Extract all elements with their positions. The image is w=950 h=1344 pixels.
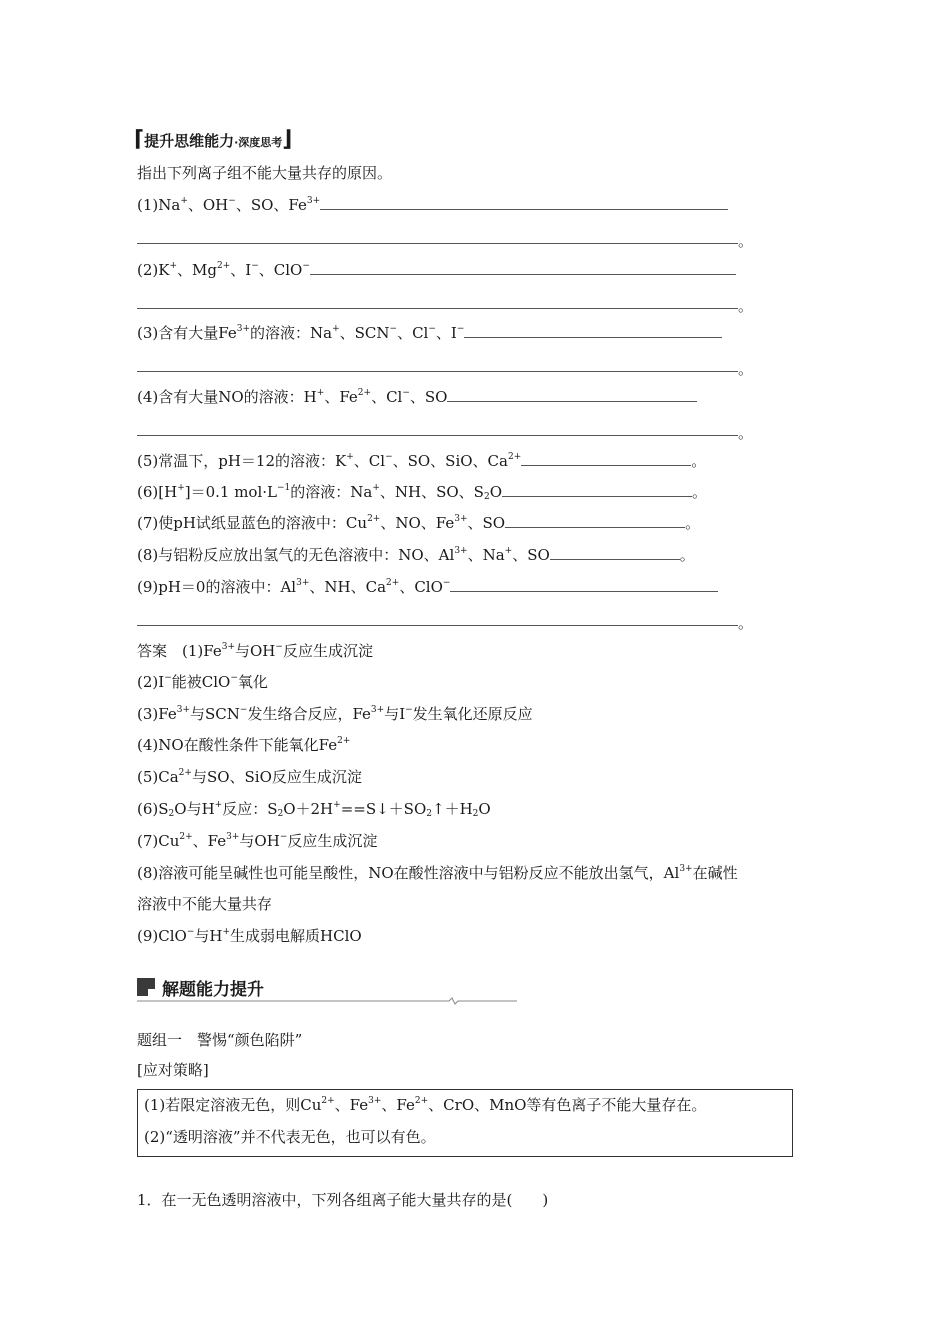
strategy-1: (1)若限定溶液无色，则$Cu^{2+}$、$Fe^{3+}$、$Fe^{2+}$、CrO、MnO等有色离子不能大量存在。 — [144, 1096, 707, 1114]
answer-3: $(3)Fe^{3+}$与SCN−发生络合反应，$Fe^{3+}$与I−发生氧化还原反应 — [137, 705, 533, 723]
answer-blank-line[interactable] — [137, 434, 738, 436]
question-4: (4)含有大量NO的溶液：H+、$Fe^{2+}$、Cl−、SO — [137, 387, 697, 407]
end-mark: 。 — [738, 360, 754, 378]
answer-blank[interactable] — [320, 195, 728, 210]
question-1-mcq: 1．在一无色透明溶液中，下列各组离子能大量共存的是( ) — [137, 1191, 549, 1209]
left-bracket-icon: ⌈ — [134, 127, 145, 152]
section-underline — [137, 995, 519, 1007]
answer-blank[interactable] — [505, 513, 685, 528]
end-mark: 。 — [738, 614, 754, 632]
strategy-2: (2)“透明溶液”并不代表无色，也可以有色。 — [144, 1128, 436, 1146]
answer-9: (9)ClO−与H+生成弱电解质HClO — [137, 927, 362, 945]
group-title: 题组一 警惕“颜色陷阱” — [137, 1031, 303, 1049]
section-square-icon — [137, 978, 157, 996]
answer-blank-line[interactable] — [137, 624, 738, 626]
answer-6: $(6)S_2O$与H+反应：$S_2O+2H^+==S↓+SO_2↑+H_2O$ — [137, 800, 491, 819]
answer-blank[interactable] — [464, 323, 722, 338]
answer-blank[interactable] — [521, 451, 691, 466]
answer-2: (2)I−能被ClO−氧化 — [137, 673, 268, 691]
answer-blank[interactable] — [550, 545, 680, 560]
right-bracket-icon: ⌋ — [282, 127, 293, 152]
header-subtitle: 深度思考 — [238, 136, 283, 149]
answer-blank[interactable] — [447, 387, 697, 402]
strategy-label: [应对策略] — [137, 1061, 209, 1079]
question-2: (2)K+、$Mg^{2+}$、I−、ClO− — [137, 260, 736, 280]
end-mark: 。 — [738, 424, 754, 442]
answer-1: 答案 $(1)Fe^{3+}$与OH−反应生成沉淀 — [137, 642, 373, 660]
answer-7: $(7)Cu^{2+}$、$Fe^{3+}$与OH−反应生成沉淀 — [137, 832, 378, 850]
question-8: (8)与铝粉反应放出氢气的无色溶液中：NO、$Al^{3+}$、Na+、SO 。 — [137, 546, 695, 564]
answer-8-line-1: (8)溶液可能呈碱性也可能呈酸性，NO在酸性溶液中与铝粉反应不能放出氢气，$Al^{3+}$在碱性 — [137, 864, 738, 882]
answer-blank[interactable] — [450, 577, 718, 592]
answer-blank[interactable] — [310, 260, 736, 275]
strategy-box — [137, 1089, 793, 1157]
question-1: (1)Na+、OH−、SO、$Fe^{3+}$ — [137, 195, 728, 215]
question-3: (3)含有大量$Fe^{3+}$的溶液：Na+、SCN−、Cl−、I− — [137, 323, 722, 343]
section-title: 解题能力提升 — [162, 980, 264, 1000]
end-mark: 。 — [738, 297, 754, 315]
question-9: (9)pH＝0的溶液中：$Al^{3+}$、NH、$Ca^{2+}$、ClO− — [137, 577, 718, 597]
answer-blank-line[interactable] — [137, 307, 738, 309]
question-7: (7)使pH试纸显蓝色的溶液中：$Cu^{2+}$、NO、$Fe^{3+}$、SO 。 — [137, 514, 701, 532]
section-header-thinking — [134, 129, 292, 151]
answer-blank[interactable] — [502, 482, 692, 497]
end-mark: 。 — [738, 232, 754, 250]
question-5: (5)常温下，pH＝12的溶液：K+、Cl−、SO、SiO、$Ca^{2+}$ 。 — [137, 452, 707, 470]
answer-8-line-2: 溶液中不能大量共存 — [137, 895, 273, 913]
answer-4: (4)NO在酸性条件下能氧化$Fe^{2+}$ — [137, 736, 351, 754]
question-6: (6)[H+]＝0.1 $mol\cdot L^{-1}$的溶液：Na+、NH、SO、$S_2O$ 。 — [137, 483, 708, 502]
header-title: 提升思维能力 — [144, 132, 235, 150]
prompt: 指出下列离子组不能大量共存的原因。 — [137, 164, 393, 182]
header-dot: · — [234, 136, 239, 149]
answer-blank-line[interactable] — [137, 242, 738, 244]
answer-blank-line[interactable] — [137, 370, 738, 372]
answer-5: $(5)Ca^{2+}$与SO、SiO反应生成沉淀 — [137, 768, 362, 786]
